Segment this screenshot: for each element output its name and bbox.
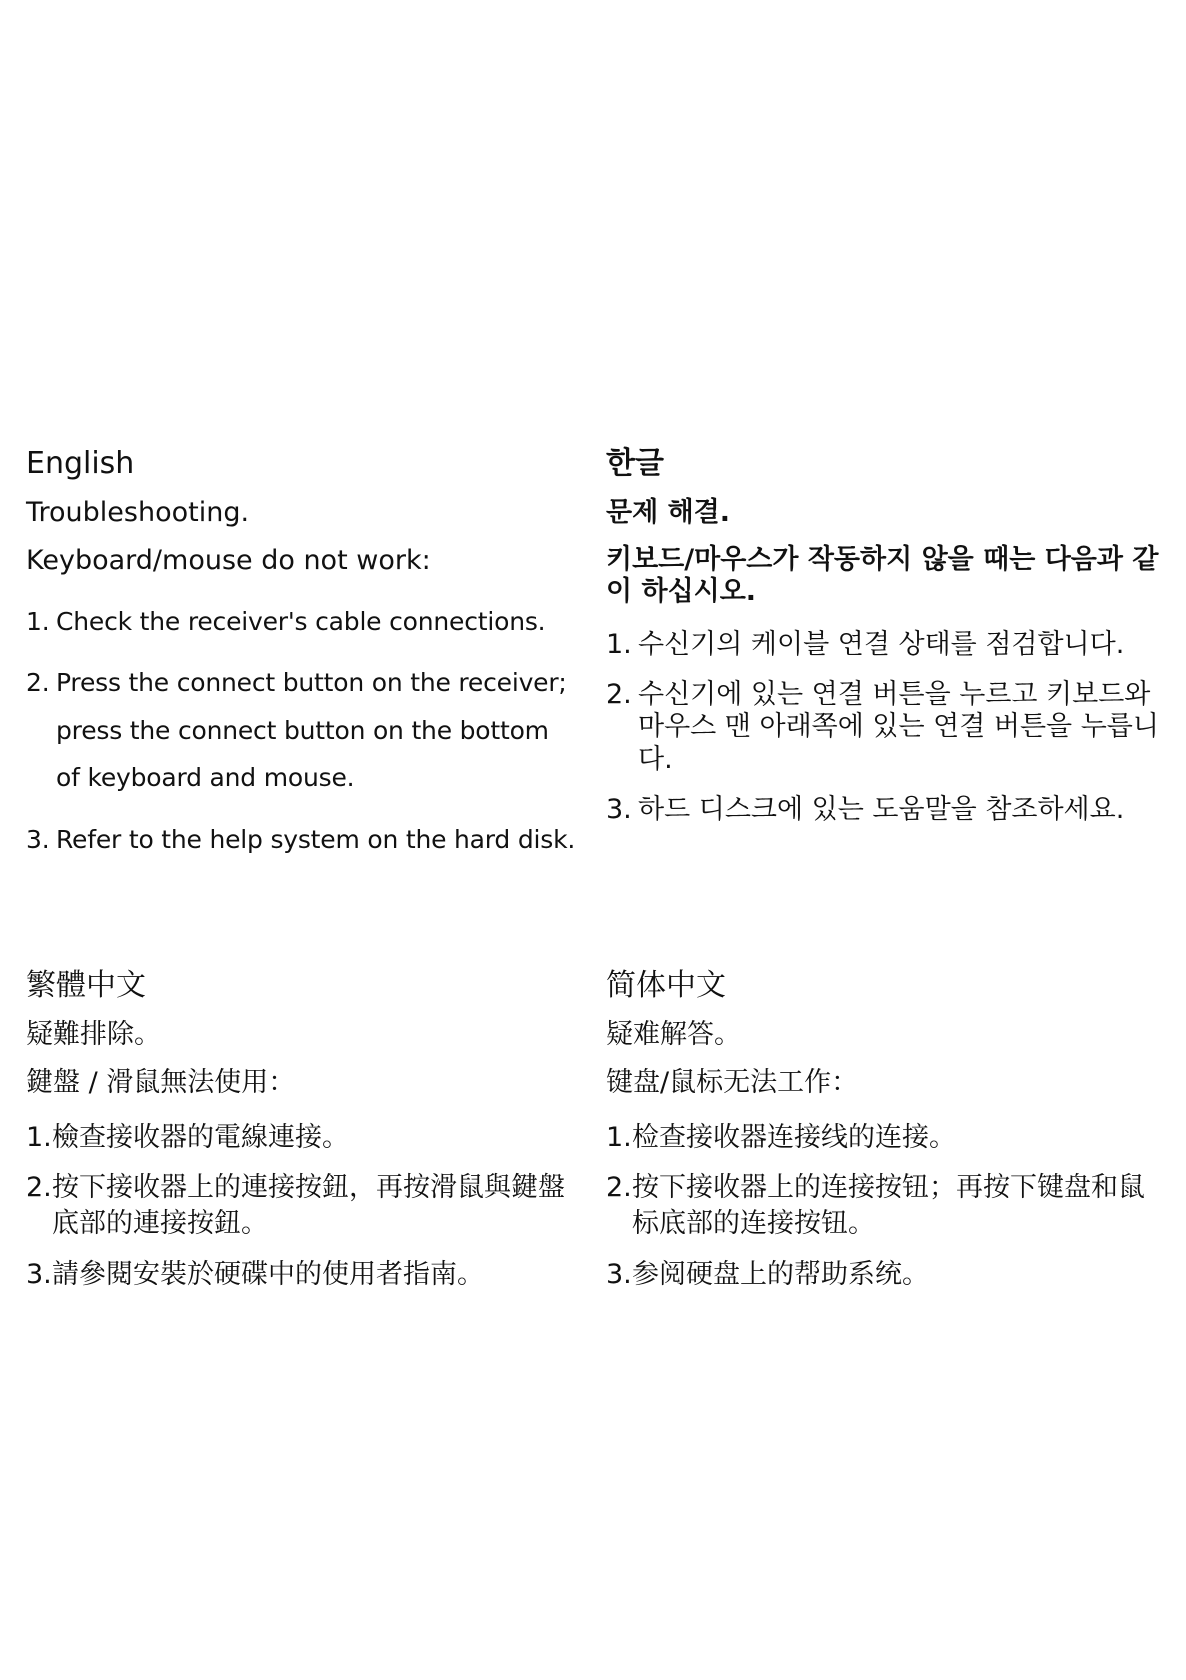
step-text: 檢查接收器的電線連接。 [52, 1121, 349, 1153]
step-item [26, 659, 586, 802]
english-section [26, 446, 586, 877]
step-item [606, 679, 1166, 776]
step-number: 3. [606, 794, 632, 826]
steps-list [26, 598, 586, 864]
korean-section [606, 446, 1166, 844]
step-item [26, 1120, 586, 1156]
problem-statement: 鍵盤 / 滑鼠無法使用： [26, 1066, 296, 1098]
section-title: Troubleshooting. [26, 497, 250, 528]
language-heading: 简体中文 [606, 968, 726, 1003]
step-item [26, 1170, 586, 1243]
step-number: 1. [606, 1121, 632, 1153]
step-number: 2. [26, 668, 50, 697]
step-text: Refer to the help system on the hard disk. [56, 824, 576, 854]
step-item [606, 1257, 1166, 1293]
section-title: 疑難排除。 [26, 1019, 161, 1050]
step-number: 1. [26, 1121, 52, 1153]
step-item [606, 1120, 1166, 1156]
step-text: 하드 디스크에 있는 도움말을 참조하세요. [638, 794, 1125, 826]
steps-list [606, 1120, 1166, 1294]
step-item [26, 816, 586, 864]
step-number: 3. [26, 824, 50, 854]
section-title: 문제 해결. [606, 497, 730, 528]
step-number: 2. [606, 1171, 632, 1203]
language-heading: 한글 [606, 446, 664, 481]
step-text: 請參閱安裝於硬碟中的使用者指南。 [52, 1258, 484, 1290]
step-item [606, 1170, 1166, 1243]
step-number: 2. [26, 1171, 52, 1203]
step-number: 1. [606, 628, 632, 660]
step-item [26, 598, 586, 646]
step-text: 参阅硬盘上的帮助系统。 [632, 1258, 929, 1290]
step-text: 按下接收器上的連接按鈕，再按滑鼠與鍵盤底部的連接按鈕。 [52, 1171, 565, 1240]
step-item [606, 794, 1166, 826]
step-text: 按下接收器上的连接按钮；再按下键盘和鼠标底部的连接按钮。 [632, 1171, 1145, 1240]
language-heading: 繁體中文 [26, 968, 146, 1003]
step-text: 수신기에 있는 연결 버튼을 누르고 키보드와 마우스 맨 아래쪽에 있는 연결 버튼을 누릅니다. [638, 678, 1159, 775]
section-title: 疑难解答。 [606, 1019, 741, 1050]
step-number: 3. [26, 1258, 52, 1290]
step-number: 3. [606, 1258, 632, 1290]
steps-list [26, 1120, 586, 1294]
problem-statement: Keyboard/mouse do not work: [26, 544, 431, 576]
steps-list [606, 629, 1166, 827]
step-text: 수신기의 케이블 연결 상태를 점검합니다. [638, 628, 1125, 660]
problem-statement: 키보드/마우스가 작동하지 않을 때는 다음과 같이 하십시오. [606, 543, 1159, 608]
step-text: Press the connect button on the receiver; press the connect button on the bottom of keyboard and mouse. [56, 668, 567, 792]
step-item [606, 629, 1166, 661]
traditional-chinese-section [26, 968, 586, 1307]
step-number: 1. [26, 606, 50, 636]
step-text: 检查接收器连接线的连接。 [632, 1121, 956, 1153]
simplified-chinese-section [606, 968, 1166, 1307]
problem-statement: 键盘/鼠标无法工作： [606, 1066, 859, 1098]
step-text: Check the receiver's cable connections. [56, 606, 546, 636]
step-number: 2. [606, 678, 632, 710]
step-item [26, 1257, 586, 1293]
language-heading: English [26, 446, 135, 481]
